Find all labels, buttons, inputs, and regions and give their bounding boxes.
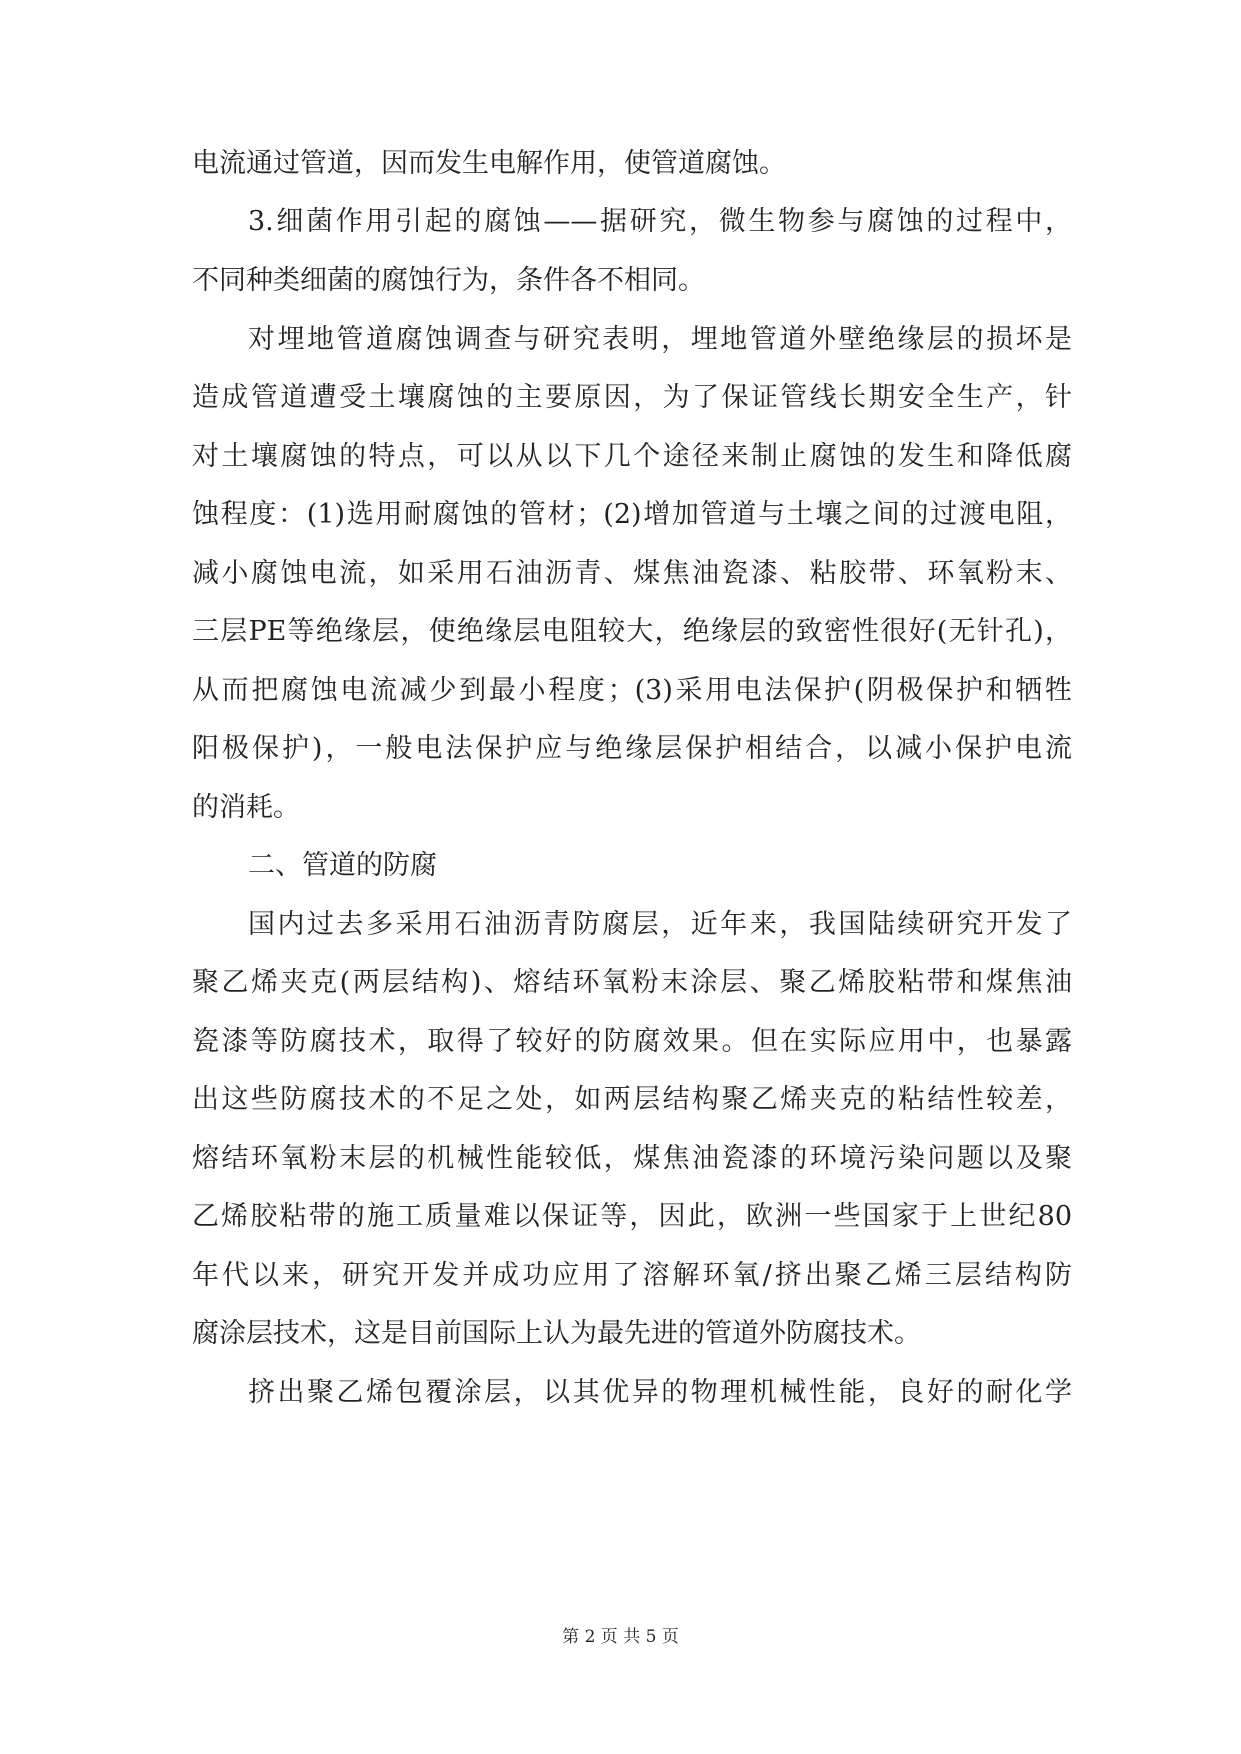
section-heading: 二、管道的防腐 [248,850,437,881]
text-line: 腐涂层技术，这是目前国际上认为最先进的管道外防腐技术。 [192,1318,921,1349]
text-line: 减小腐蚀电流，如采用石油沥青、煤焦油瓷漆、粘胶带、环氧粉末、 [192,558,1072,589]
text-line: 阳极保护)，一般电法保护应与绝缘层保护相结合，以减小保护电流 [192,733,1072,764]
text-line: 蚀程度：(1)选用耐腐蚀的管材；(2)增加管道与土壤之间的过渡电阻， [192,499,1072,530]
text-line: 三层PE等绝缘层，使绝缘层电阻较大，绝缘层的致密性很好(无针孔)， [192,616,1072,647]
page-footer: 第 2 页 共 5 页 [562,1627,679,1647]
text-line: 3.细菌作用引起的腐蚀——据研究，微生物参与腐蚀的过程中， [248,206,1072,237]
text-line: 电流通过管道，因而发生电解作用，使管道腐蚀。 [192,148,786,179]
text-line: 年代以来，研究开发并成功应用了溶解环氧/挤出聚乙烯三层结构防 [192,1260,1072,1291]
text-line: 对土壤腐蚀的特点，可以从以下几个途径来制止腐蚀的发生和降低腐 [192,441,1072,472]
text-line: 瓷漆等防腐技术，取得了较好的防腐效果。但在实际应用中，也暴露 [192,1026,1072,1057]
text-line: 不同种类细菌的腐蚀行为，条件各不相同。 [192,265,705,296]
text-line: 乙烯胶粘带的施工质量难以保证等，因此，欧洲一些国家于上世纪80 [192,1201,1072,1232]
text-line: 出这些防腐技术的不足之处，如两层结构聚乙烯夹克的粘结性较差， [192,1084,1072,1115]
text-line: 熔结环氧粉末层的机械性能较低，煤焦油瓷漆的环境污染问题以及聚 [192,1143,1072,1174]
text-line: 从而把腐蚀电流减少到最小程度；(3)采用电法保护(阴极保护和牺牲 [192,675,1072,706]
text-line: 国内过去多采用石油沥青防腐层，近年来，我国陆续研究开发了 [248,909,1072,940]
text-line: 的消耗。 [192,792,300,823]
text-line: 对埋地管道腐蚀调查与研究表明，埋地管道外壁绝缘层的损坏是 [248,324,1072,355]
text-line: 造成管道遭受土壤腐蚀的主要原因，为了保证管线长期安全生产，针 [192,382,1072,413]
text-line: 聚乙烯夹克(两层结构)、熔结环氧粉末涂层、聚乙烯胶粘带和煤焦油 [192,967,1072,998]
text-line: 挤出聚乙烯包覆涂层，以其优异的物理机械性能，良好的耐化学 [248,1377,1072,1408]
